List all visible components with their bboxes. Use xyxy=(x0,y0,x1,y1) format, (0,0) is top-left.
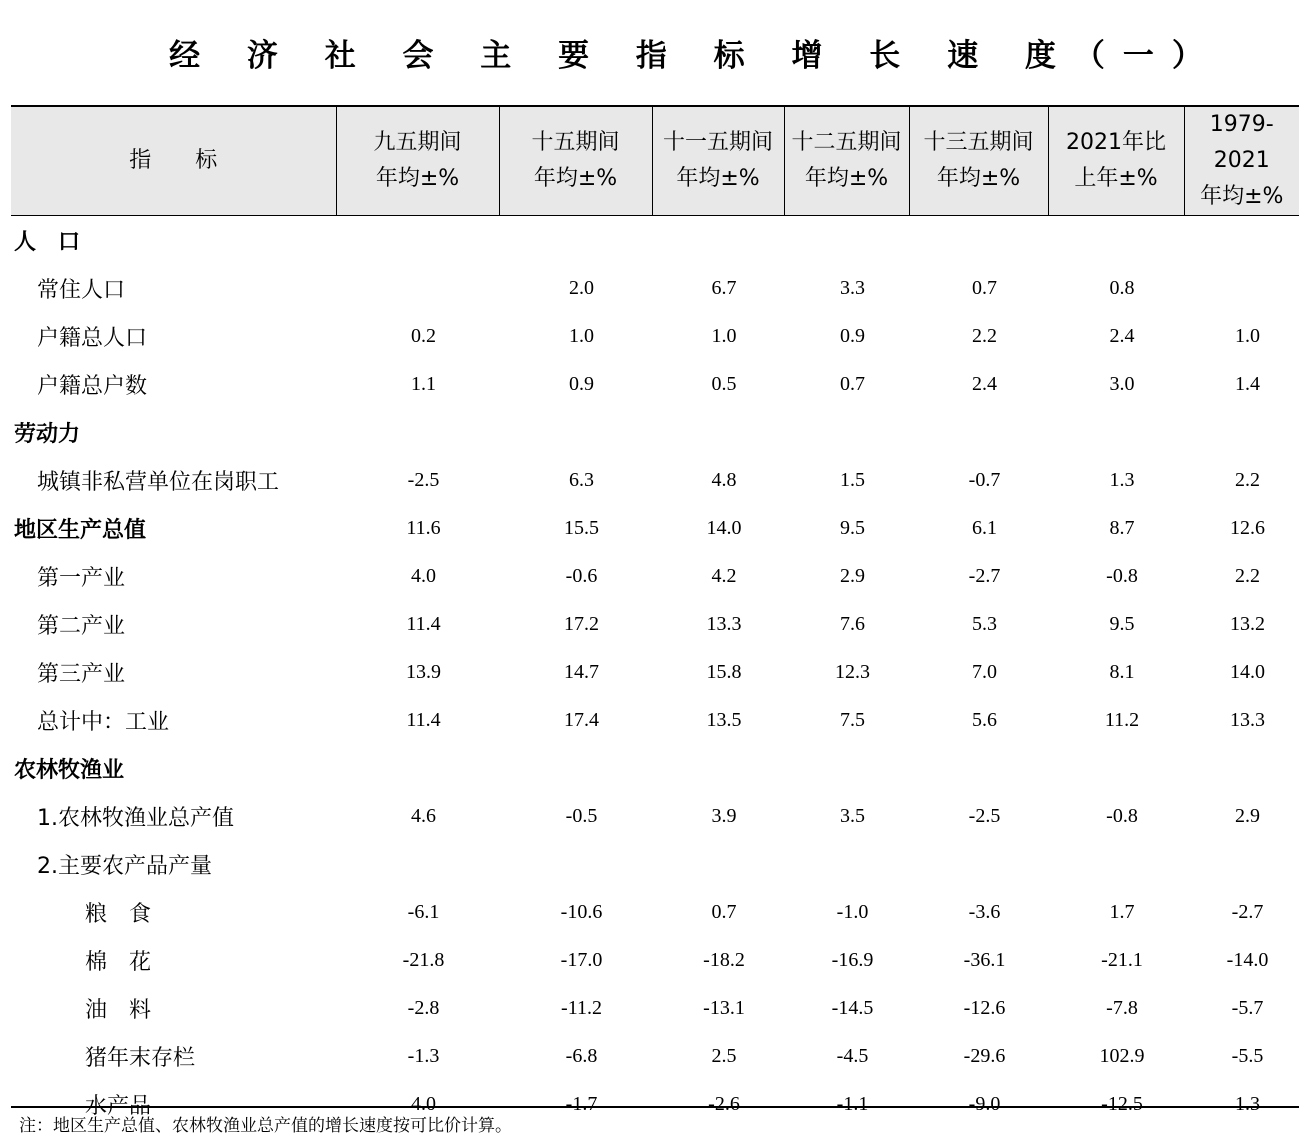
value-cell: 0.7 xyxy=(840,372,865,395)
value-cell: -13.1 xyxy=(703,996,745,1019)
value-cell: 8.7 xyxy=(1109,516,1135,539)
value-cell: 7.5 xyxy=(840,708,865,731)
value-cell: 14.0 xyxy=(1230,660,1265,683)
row-label: 油 料 xyxy=(85,997,152,1023)
value-cell: 14.7 xyxy=(564,660,599,683)
row-label: 户籍总人口 xyxy=(37,325,148,351)
value-cell: 7.0 xyxy=(972,660,997,683)
value-cell xyxy=(336,264,499,312)
row-label: 户籍总户数 xyxy=(37,373,148,399)
value-cell: -2.5 xyxy=(407,468,440,491)
value-cell xyxy=(1048,408,1184,456)
value-cell: -0.6 xyxy=(565,564,598,587)
table-row xyxy=(11,552,1299,600)
value-cell: 0.7 xyxy=(972,276,997,299)
header-line1: 十五期间 xyxy=(531,130,620,155)
value-cell: 6.3 xyxy=(569,468,594,491)
value-cell: 1.4 xyxy=(1235,372,1260,395)
value-cell xyxy=(784,408,909,456)
table-row xyxy=(11,888,1299,936)
row-label: 2.主要农产品产量 xyxy=(37,853,212,879)
value-cell: 11.4 xyxy=(406,612,441,635)
value-cell: 13.3 xyxy=(706,612,742,635)
value-cell: 17.4 xyxy=(564,708,599,731)
value-cell: -10.6 xyxy=(560,900,603,923)
value-cell: -16.9 xyxy=(831,948,874,971)
value-cell xyxy=(1184,840,1299,888)
value-cell: -7.8 xyxy=(1106,996,1138,1019)
row-label: 粮 食 xyxy=(85,901,152,927)
row-label: 棉 花 xyxy=(85,949,152,975)
value-cell: 12.3 xyxy=(835,660,870,683)
row-label: 1.农林牧渔业总产值 xyxy=(37,805,234,831)
value-cell: 7.6 xyxy=(840,612,865,635)
table-row xyxy=(11,648,1299,696)
value-cell: 2.2 xyxy=(972,324,997,347)
value-cell: 1.0 xyxy=(1235,324,1260,347)
header-col xyxy=(784,106,909,216)
value-cell: -5.5 xyxy=(1231,1044,1264,1067)
value-cell xyxy=(784,744,909,792)
indicator-table xyxy=(11,105,1299,1128)
value-cell: 0.9 xyxy=(840,324,865,347)
indicator-table-wrap xyxy=(11,105,1299,1128)
row-label: 人 口 xyxy=(14,229,81,255)
value-cell: 0.9 xyxy=(569,372,594,395)
value-cell xyxy=(652,408,784,456)
table-row xyxy=(11,600,1299,648)
value-cell: 2.2 xyxy=(1235,468,1260,491)
value-cell: 9.5 xyxy=(1109,612,1135,635)
header-line2: 年均±% xyxy=(804,166,889,191)
header-col xyxy=(652,106,784,216)
table-row xyxy=(11,216,1299,265)
value-cell: 15.5 xyxy=(564,516,599,539)
value-cell: -4.5 xyxy=(836,1044,869,1067)
value-cell: -5.7 xyxy=(1231,996,1264,1019)
value-cell xyxy=(652,744,784,792)
value-cell: -1.3 xyxy=(407,1044,440,1067)
table-row xyxy=(11,792,1299,840)
row-label: 猪年末存栏 xyxy=(85,1045,196,1071)
value-cell: 0.2 xyxy=(411,324,436,347)
value-cell: -0.5 xyxy=(565,804,598,827)
value-cell: 0.5 xyxy=(711,372,737,395)
value-cell: 4.2 xyxy=(711,564,737,587)
value-cell xyxy=(1048,840,1184,888)
row-label: 劳动力 xyxy=(14,421,81,447)
table-row xyxy=(11,1032,1299,1080)
value-cell xyxy=(1184,744,1299,792)
value-cell: -2.5 xyxy=(968,804,1001,827)
table-row xyxy=(11,408,1299,456)
value-cell: 5.3 xyxy=(972,612,997,635)
value-cell: 4.0 xyxy=(411,564,436,587)
value-cell: 6.1 xyxy=(972,516,997,539)
header-line1: 十三五期间 xyxy=(923,130,1034,155)
table-row xyxy=(11,744,1299,792)
table-row xyxy=(11,360,1299,408)
header-line1: 1979-2021 xyxy=(1209,112,1274,173)
value-cell: -6.1 xyxy=(407,900,440,923)
value-cell: 13.9 xyxy=(406,660,441,683)
row-label: 地区生产总值 xyxy=(14,517,147,543)
header-indicator: 指 标 xyxy=(11,106,336,216)
value-cell: -36.1 xyxy=(963,948,1006,971)
header-col xyxy=(336,106,499,216)
value-cell: 2.0 xyxy=(569,276,594,299)
value-cell: -2.7 xyxy=(968,564,1001,587)
header-col xyxy=(1048,106,1184,216)
header-line2: 年均±% xyxy=(1200,184,1284,209)
header-line1: 十二五期间 xyxy=(791,130,902,155)
value-cell xyxy=(499,216,652,265)
row-label: 常住人口 xyxy=(37,277,126,303)
header-line1: 十一五期间 xyxy=(662,130,773,155)
value-cell xyxy=(336,216,499,265)
value-cell xyxy=(909,216,1048,265)
row-label: 第三产业 xyxy=(37,661,126,687)
value-cell: 2.9 xyxy=(1235,804,1260,827)
header-col xyxy=(499,106,652,216)
value-cell: -1.1 xyxy=(836,1092,869,1115)
value-cell: -3.6 xyxy=(968,900,1001,923)
value-cell: -1.7 xyxy=(565,1092,598,1115)
value-cell xyxy=(784,840,909,888)
value-cell: 17.2 xyxy=(564,612,599,635)
value-cell: 2.4 xyxy=(1109,324,1135,347)
value-cell xyxy=(336,408,499,456)
value-cell: 3.5 xyxy=(840,804,865,827)
value-cell: 1.7 xyxy=(1109,900,1135,923)
header-line2: 年均±% xyxy=(676,166,760,191)
row-label: 水产品 xyxy=(85,1093,152,1119)
table-row xyxy=(11,696,1299,744)
table-bottom-rule xyxy=(11,1106,1299,1108)
value-cell: 6.7 xyxy=(711,276,737,299)
header-line2: 上年±% xyxy=(1074,166,1158,191)
value-cell xyxy=(1184,264,1299,312)
value-cell: 12.6 xyxy=(1230,516,1265,539)
table-row xyxy=(11,984,1299,1032)
value-cell: 15.8 xyxy=(706,660,742,683)
table-row xyxy=(11,936,1299,984)
value-cell: -0.7 xyxy=(968,468,1001,491)
row-label: 第一产业 xyxy=(37,565,126,591)
value-cell: -2.7 xyxy=(1231,900,1264,923)
value-cell: 3.3 xyxy=(840,276,865,299)
value-cell: 1.0 xyxy=(711,324,737,347)
value-cell: 2.5 xyxy=(711,1044,737,1067)
header-line2: 年均±% xyxy=(936,166,1021,191)
value-cell: 11.6 xyxy=(406,516,441,539)
value-cell xyxy=(1048,216,1184,265)
header-col xyxy=(909,106,1048,216)
value-cell: 13.2 xyxy=(1230,612,1265,635)
header-row xyxy=(11,106,1299,216)
header-line2: 年均±% xyxy=(533,166,618,191)
header-col xyxy=(1184,106,1299,216)
value-cell: -29.6 xyxy=(963,1044,1006,1067)
table-row xyxy=(11,264,1299,312)
row-label: 总计中：工业 xyxy=(37,709,170,735)
value-cell: 5.6 xyxy=(972,708,997,731)
value-cell: 11.4 xyxy=(406,708,441,731)
value-cell: -21.8 xyxy=(402,948,445,971)
value-cell: -0.8 xyxy=(1106,804,1138,827)
value-cell: 2.4 xyxy=(972,372,997,395)
value-cell: -2.6 xyxy=(708,1092,740,1115)
row-label: 第二产业 xyxy=(37,613,126,639)
value-cell xyxy=(784,216,909,265)
header-line2: 年均±% xyxy=(375,166,460,191)
value-cell: -11.2 xyxy=(561,996,602,1019)
value-cell xyxy=(1048,744,1184,792)
value-cell xyxy=(909,840,1048,888)
value-cell: -0.8 xyxy=(1106,564,1138,587)
value-cell: 1.0 xyxy=(569,324,594,347)
value-cell: -21.1 xyxy=(1101,948,1143,971)
value-cell: -1.0 xyxy=(836,900,869,923)
value-cell: 0.8 xyxy=(1109,276,1135,299)
value-cell: 1.3 xyxy=(1235,1092,1260,1115)
value-cell: 4.8 xyxy=(711,468,737,491)
value-cell xyxy=(336,744,499,792)
value-cell xyxy=(652,216,784,265)
value-cell: 11.2 xyxy=(1104,708,1140,731)
row-label: 城镇非私营单位在岗职工 xyxy=(37,469,280,495)
table-body xyxy=(11,216,1299,1129)
table-row xyxy=(11,840,1299,888)
page-title: 经 济 社 会 主 要 指 标 增 长 速 度（一） xyxy=(169,38,1221,74)
value-cell: 14.0 xyxy=(706,516,742,539)
footnote: 注：地区生产总值、农林牧渔业总产值的增长速度按可比价计算。 xyxy=(19,1116,512,1136)
value-cell: 1.5 xyxy=(840,468,865,491)
value-cell xyxy=(1184,216,1299,265)
value-cell: -6.8 xyxy=(565,1044,598,1067)
value-cell xyxy=(336,840,499,888)
value-cell: 2.9 xyxy=(840,564,865,587)
table-row xyxy=(11,504,1299,552)
value-cell xyxy=(1184,408,1299,456)
value-cell: 0.7 xyxy=(711,900,737,923)
table-row xyxy=(11,312,1299,360)
value-cell: -14.5 xyxy=(831,996,874,1019)
value-cell: 2.2 xyxy=(1235,564,1260,587)
value-cell: -18.2 xyxy=(703,948,745,971)
value-cell: 8.1 xyxy=(1109,660,1135,683)
header-line1: 九五期间 xyxy=(373,130,462,155)
value-cell xyxy=(499,744,652,792)
row-label: 农林牧渔业 xyxy=(14,757,125,783)
value-cell: 1.1 xyxy=(411,372,436,395)
value-cell: -12.6 xyxy=(963,996,1006,1019)
value-cell xyxy=(499,408,652,456)
value-cell: 13.3 xyxy=(1230,708,1265,731)
value-cell xyxy=(909,744,1048,792)
value-cell xyxy=(652,840,784,888)
value-cell: 102.9 xyxy=(1099,1044,1145,1067)
table-row xyxy=(11,456,1299,504)
value-cell: 4.6 xyxy=(411,804,436,827)
value-cell: 13.5 xyxy=(706,708,742,731)
value-cell: 1.3 xyxy=(1109,468,1135,491)
value-cell xyxy=(909,408,1048,456)
value-cell: -17.0 xyxy=(560,948,603,971)
value-cell: -14.0 xyxy=(1226,948,1269,971)
header-line1: 2021年比 xyxy=(1066,130,1166,155)
value-cell: 9.5 xyxy=(840,516,865,539)
value-cell xyxy=(499,840,652,888)
value-cell: 4.0 xyxy=(411,1092,436,1115)
value-cell: -9.0 xyxy=(968,1092,1001,1115)
value-cell: 3.0 xyxy=(1109,372,1135,395)
value-cell: -2.8 xyxy=(407,996,440,1019)
value-cell: -12.5 xyxy=(1101,1092,1143,1115)
value-cell: 3.9 xyxy=(711,804,737,827)
